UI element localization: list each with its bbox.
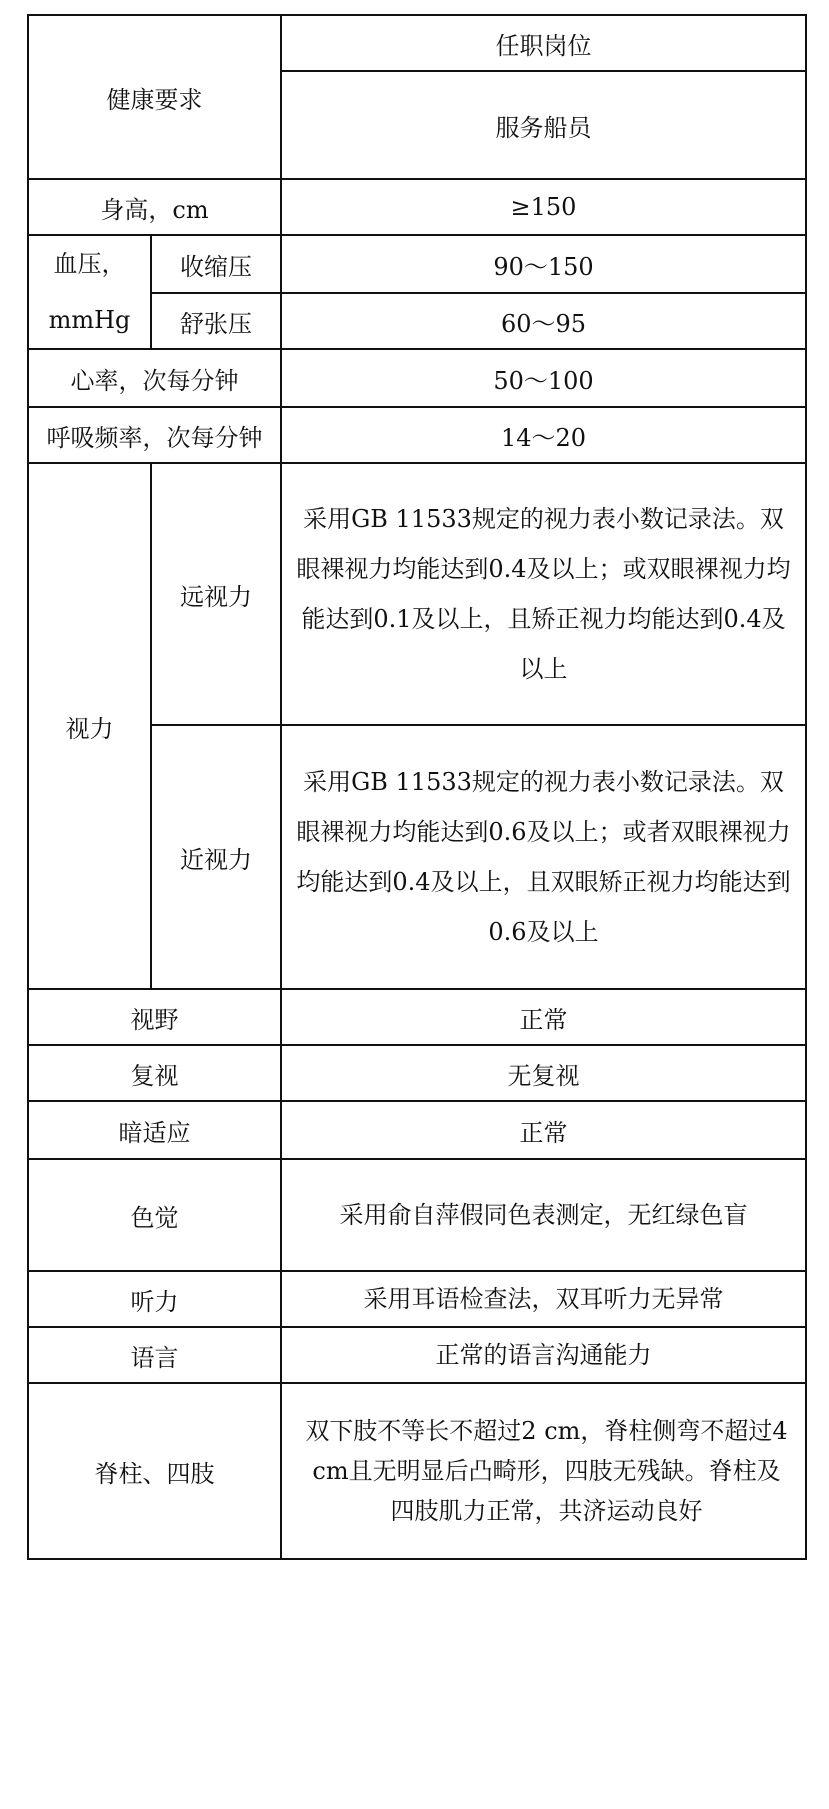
far-vision-value: 采用GB 11533规定的视力表小数记录法。双眼裸视力均能达到0.4及以上；或双眼裸视力均能达到0.1及以上，且矫正视力均能达到0.4及以上 [281,463,806,725]
table-row [28,1045,806,1101]
table-row [28,235,806,293]
respiration-label: 呼吸频率，次每分钟 [28,407,281,463]
table-row [28,1101,806,1159]
respiration-value: 14～20 [281,407,806,463]
systolic-label: 收缩压 [151,235,281,293]
blood-pressure-label [28,235,151,349]
vision-label: 视力 [28,463,151,989]
blood-pressure-label-line1: 血压， [53,250,126,278]
height-value: ≥150 [281,179,806,235]
color-vision-value: 采用俞自萍假同色表测定，无红绿色盲 [281,1159,806,1271]
speech-value: 正常的语言沟通能力 [281,1327,806,1383]
visual-field-label: 视野 [28,989,281,1045]
header-position-value: 服务船员 [281,71,806,179]
table-row [28,1159,806,1271]
table-row [28,179,806,235]
table-row [28,15,806,71]
table-row [28,1383,806,1559]
visual-field-value: 正常 [281,989,806,1045]
table-row [28,1327,806,1383]
spine-limbs-label: 脊柱、四肢 [28,1383,281,1559]
near-vision-value: 采用GB 11533规定的视力表小数记录法。双眼裸视力均能达到0.6及以上；或者双眼裸视力均能达到0.4及以上，且双眼矫正视力均能达到0.6及以上 [281,725,806,989]
hearing-label: 听力 [28,1271,281,1327]
hearing-value: 采用耳语检查法，双耳听力无异常 [281,1271,806,1327]
dark-adaptation-value: 正常 [281,1101,806,1159]
color-vision-label: 色觉 [28,1159,281,1271]
table-row [28,463,806,725]
table-row [28,349,806,407]
header-position-label: 任职岗位 [281,15,806,71]
table-row [28,407,806,463]
spine-limbs-value: 双下肢不等长不超过2 cm，脊柱侧弯不超过4 cm且无明显后凸畸形，四肢无残缺。脊柱及四肢肌力正常，共济运动良好 [281,1383,806,1559]
diplopia-label: 复视 [28,1045,281,1101]
diastolic-value: 60～95 [281,293,806,349]
height-label: 身高，cm [28,179,281,235]
dark-adaptation-label: 暗适应 [28,1101,281,1159]
diplopia-value: 无复视 [281,1045,806,1101]
header-health-requirements: 健康要求 [28,15,281,179]
heart-rate-value: 50～100 [281,349,806,407]
blood-pressure-label-line2: mmHg [48,306,131,334]
speech-label: 语言 [28,1327,281,1383]
heart-rate-label: 心率，次每分钟 [28,349,281,407]
health-requirements-table [27,14,807,1560]
systolic-value: 90～150 [281,235,806,293]
near-vision-label: 近视力 [151,725,281,989]
diastolic-label: 舒张压 [151,293,281,349]
far-vision-label: 远视力 [151,463,281,725]
table-row [28,1271,806,1327]
table-row [28,989,806,1045]
